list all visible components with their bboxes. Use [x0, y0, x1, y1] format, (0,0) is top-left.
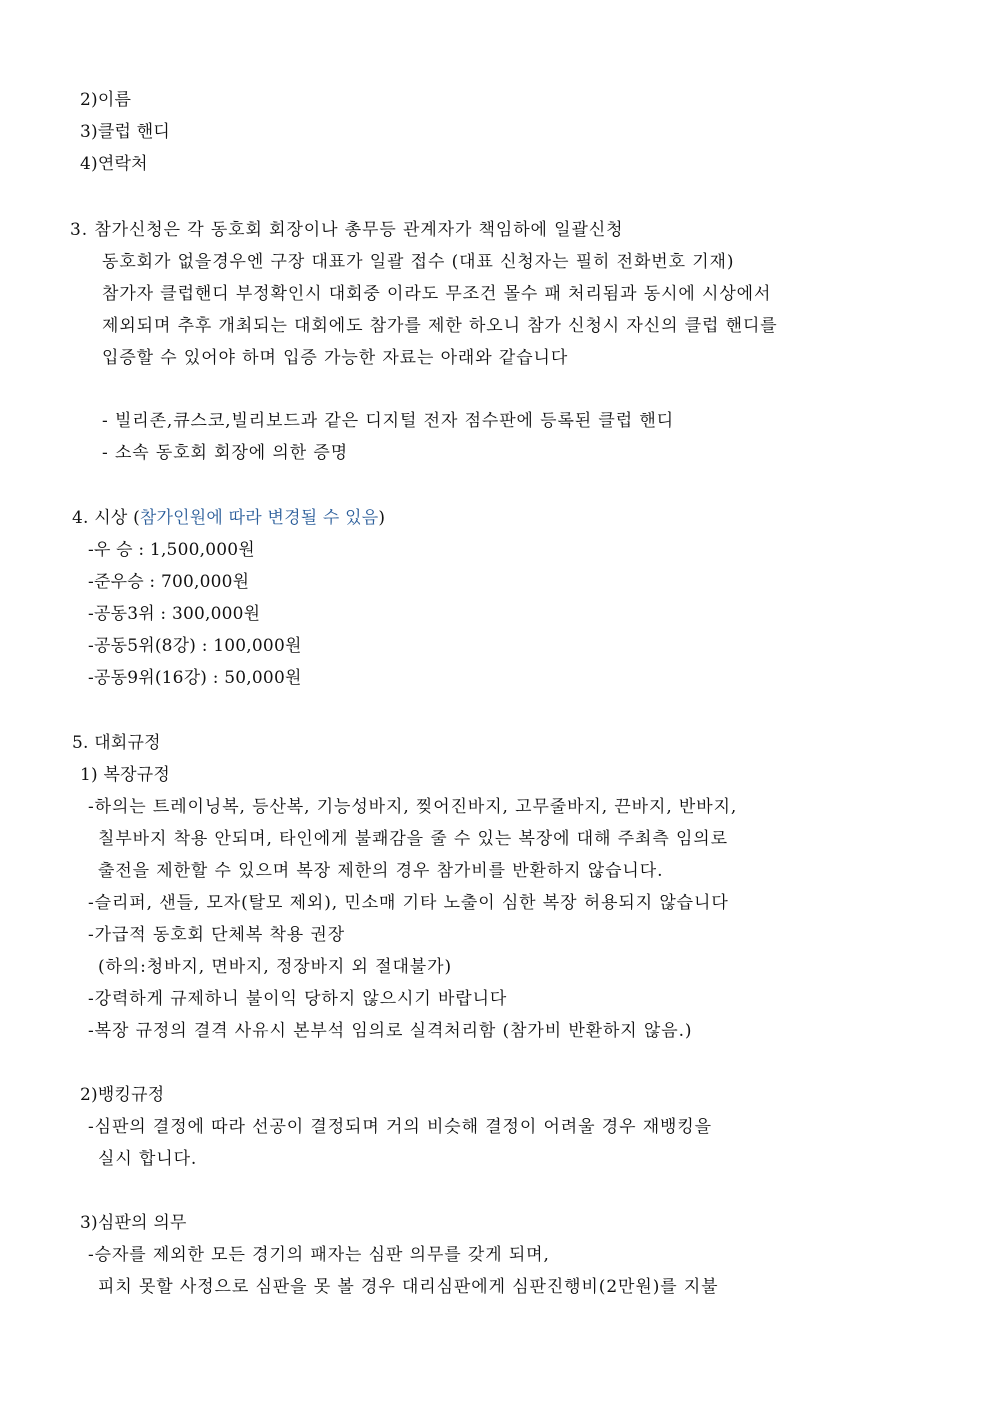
section5-heading: 5. 대회규정 — [72, 733, 161, 753]
dress-code-title: 1) 복장규정 — [80, 765, 170, 785]
section4-heading-note: 참가인원에 따라 변경될 수 있음 — [139, 508, 379, 528]
proof-item: - 빌리존,큐스코,빌리보드과 같은 디지털 전자 점수판에 등록된 클럽 핸디 — [102, 411, 675, 431]
contact-item-name: 2)이름 — [80, 90, 132, 110]
dress-code-line: 출전을 제한할 수 있으며 복장 제한의 경우 참가비를 반환하지 않습니다. — [98, 861, 664, 881]
referee-duty-line: 피치 못할 사정으로 심판을 못 볼 경우 대리심판에게 심판진행비(2만원)를 지불 — [98, 1277, 719, 1297]
prize-item: -준우승 : 700,000원 — [88, 572, 250, 592]
dress-code-line: 칠부바지 착용 안되며, 타인에게 불쾌감을 줄 수 있는 복장에 대해 주최측 임의로 — [98, 829, 728, 849]
section3-line: 참가자 클럽핸디 부정확인시 대회중 이라도 무조건 몰수 패 처리됨과 동시에 시상에서 — [102, 284, 772, 304]
section4-heading — [72, 507, 385, 529]
section3-heading: 3. 참가신청은 각 동호회 회장이나 총무등 관계자가 책임하에 일괄신청 — [70, 220, 624, 240]
dress-code-line: -강력하게 규제하니 불이익 당하지 않으시기 바랍니다 — [88, 989, 508, 1009]
prize-item: -공동3위 : 300,000원 — [88, 604, 261, 624]
prize-item: -공동9위(16강) : 50,000원 — [88, 668, 302, 688]
referee-duty-line: -승자를 제외한 모든 경기의 패자는 심판 의무를 갖게 되며, — [88, 1245, 550, 1265]
section3-line: 동호회가 없을경우엔 구장 대표가 일괄 접수 (대표 신청자는 필히 전화번호 기재) — [102, 252, 735, 272]
dress-code-line: -복장 규정의 결격 사유시 본부석 임의로 실격처리함 (참가비 반환하지 않음.) — [88, 1021, 693, 1041]
banking-rules-title: 2)뱅킹규정 — [80, 1085, 165, 1105]
section3-line: 입증할 수 있어야 하며 입증 가능한 자료는 아래와 같습니다 — [102, 348, 569, 368]
dress-code-line: (하의:청바지, 면바지, 정장바지 외 절대불가) — [98, 957, 452, 977]
prize-item: -공동5위(8강) : 100,000원 — [88, 636, 302, 656]
banking-rules-line: 실시 합니다. — [98, 1149, 198, 1169]
section3-line: 제외되며 추후 개최되는 대회에도 참가를 제한 하오니 참가 신청시 자신의 클럽 핸디를 — [102, 316, 778, 336]
proof-item: - 소속 동호회 회장에 의한 증명 — [102, 443, 349, 463]
contact-item-contact: 4)연락처 — [80, 154, 148, 174]
banking-rules-line: -심판의 결정에 따라 선공이 결정되며 거의 비슷해 결정이 어려울 경우 재뱅킹을 — [88, 1117, 712, 1137]
section4-heading-prefix: 4. 시상 ( — [72, 508, 140, 528]
dress-code-line: -슬리퍼, 샌들, 모자(탈모 제외), 민소매 기타 노출이 심한 복장 허용되지 않습니다 — [88, 893, 729, 913]
contact-item-club-handicap: 3)클럽 핸디 — [80, 122, 170, 142]
dress-code-line: -가급적 동호회 단체복 착용 권장 — [88, 925, 346, 945]
section4-heading-suffix: ) — [378, 508, 386, 528]
prize-item: -우 승 : 1,500,000원 — [88, 540, 255, 560]
dress-code-line: -하의는 트레이닝복, 등산복, 기능성바지, 찢어진바지, 고무줄바지, 끈바지, 반바지, — [88, 797, 738, 817]
referee-duty-title: 3)심판의 의무 — [80, 1213, 187, 1233]
